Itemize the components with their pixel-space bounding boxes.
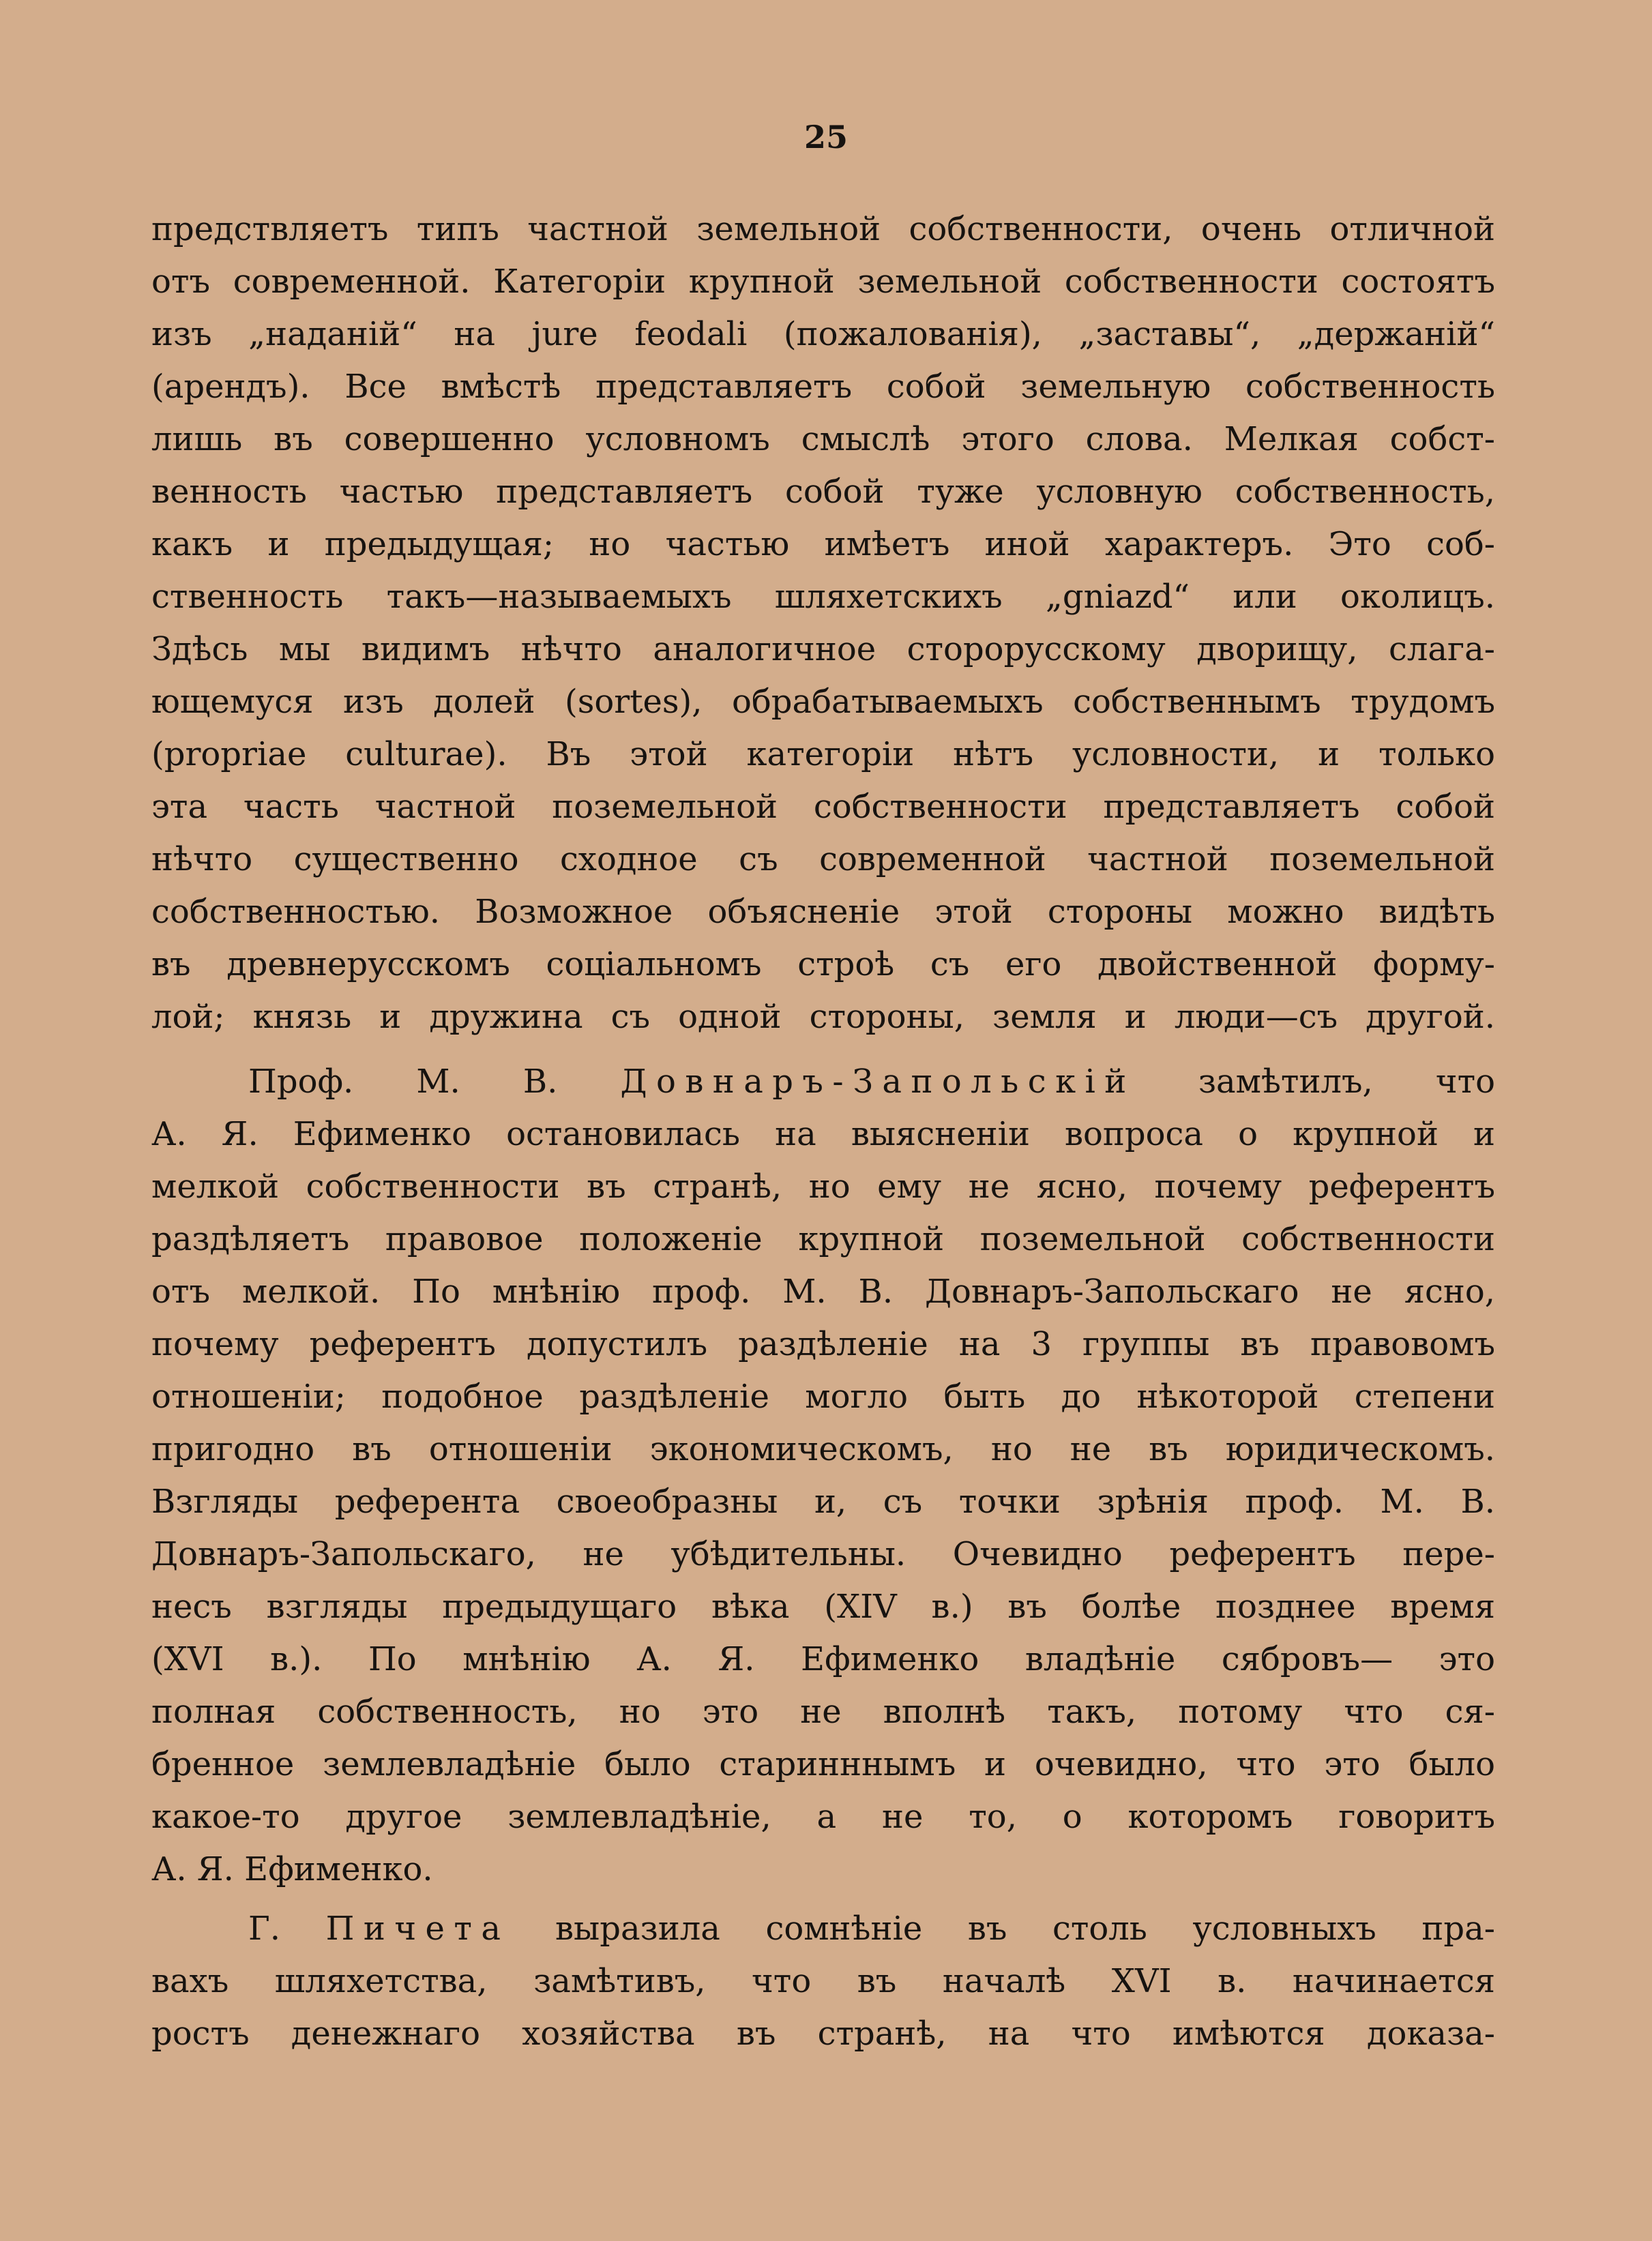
text-line: Довнаръ-Запольскаго, не убѣдительны. Очевидно референтъ пере- xyxy=(151,1535,1495,1573)
line-suffix: выразила сомнѣніе въ столь условныхъ пра- xyxy=(555,1910,1495,1948)
text-line: ростъ денежнаго хозяйства въ странѣ, на что имѣются доказа- xyxy=(151,2015,1495,2053)
text-line: А. Я. Ефименко. xyxy=(151,1850,433,1888)
text-line: полная собственность, но это не вполнѣ такъ, потому что ся- xyxy=(151,1693,1495,1731)
text-line: лой; князь и дружина съ одной стороны, земля и люди—съ другой. xyxy=(151,998,1495,1036)
spaced-surname: Довнаръ-Запольскій xyxy=(620,1063,1136,1101)
paragraph-1 xyxy=(151,203,1495,1043)
spaced-surname: Пичета xyxy=(325,1910,510,1948)
line-prefix: Г. xyxy=(248,1910,281,1948)
line-prefix: Проф. М. В. xyxy=(248,1063,558,1101)
text-line: почему референтъ допустилъ раздѣленіе на 3 группы въ правовомъ xyxy=(151,1325,1495,1363)
text-line: раздѣляетъ правовое положеніе крупной поземельной собственности xyxy=(151,1220,1495,1258)
text-line: венность частью представляетъ собой туже условную собственность, xyxy=(151,473,1495,511)
text-line: отъ мелкой. По мнѣнію проф. М. В. Довнаръ-Запольскаго не ясно, xyxy=(151,1273,1495,1311)
paragraph-first-line xyxy=(151,1056,1495,1108)
text-line: А. Я. Ефименко остановилась на выясненіи вопроса о крупной и xyxy=(151,1115,1495,1153)
text-line: эта часть частной поземельной собственности представляетъ собой xyxy=(151,788,1495,826)
text-line: ющемуся изъ долей (sortes), обрабатываемыхъ собственнымъ трудомъ xyxy=(151,683,1495,721)
text-line: пригодно въ отношеніи экономическомъ, но не въ юридическомъ. xyxy=(151,1430,1495,1468)
text-line: какъ и предыдущая; но частью имѣетъ иной характеръ. Это соб- xyxy=(151,525,1495,563)
text-line: отъ современной. Категоріи крупной земельной собственности состоятъ xyxy=(151,263,1495,301)
text-line: мелкой собственности въ странѣ, но ему не ясно, почему референтъ xyxy=(151,1168,1495,1206)
text-line: какое-то другое землевладѣніе, а не то, о которомъ говоритъ xyxy=(151,1798,1495,1836)
page-number: 25 xyxy=(803,119,848,155)
text-line: бренное землевладѣніе было старинннымъ и очевидно, что это было xyxy=(151,1745,1495,1783)
text-line: (XVI в.). По мнѣнію А. Я. Ефименко владѣніе сябровъ— это xyxy=(151,1640,1495,1678)
text-line: нѣчто существенно сходное съ современной частной поземельной xyxy=(151,840,1495,878)
text-line: Здѣсь мы видимъ нѣчто аналогичное сторорусскому дворищу, слага- xyxy=(151,630,1495,668)
text-line: предствляетъ типъ частной земельной собственности, очень отличной xyxy=(151,210,1495,248)
text-line: лишь въ совершенно условномъ смыслѣ этого слова. Мелкая собст- xyxy=(151,420,1495,458)
text-line: Взгляды референта своеобразны и, съ точки зрѣнія проф. М. В. xyxy=(151,1483,1495,1521)
text-line: (propriae culturae). Въ этой категоріи нѣтъ условности, и только xyxy=(151,735,1495,773)
paragraph-first-line xyxy=(151,1903,1495,1955)
text-line: вахъ шляхетства, замѣтивъ, что въ началѣ XVI в. начинается xyxy=(151,1962,1495,2000)
text-line: ственность такъ—называемыхъ шляхетскихъ „gniazd“ или околицъ. xyxy=(151,578,1495,616)
line-suffix: замѣтилъ, что xyxy=(1198,1063,1496,1101)
text-line: (арендъ). Все вмѣстѣ представляетъ собой земельную собственность xyxy=(151,368,1495,406)
paragraph-2 xyxy=(151,1056,1495,1896)
text-line: изъ „наданій“ на jure feodali (пожалованія), „заставы“, „держаній“ xyxy=(151,315,1495,353)
paragraph-3 xyxy=(151,1903,1495,2060)
text-line: собственностью. Возможное объясненіе этой стороны можно видѣть xyxy=(151,893,1495,931)
text-line: несъ взгляды предыдущаго вѣка (XIV в.) въ болѣе позднее время xyxy=(151,1588,1495,1626)
text-line: отношеніи; подобное раздѣленіе могло быть до нѣкоторой степени xyxy=(151,1378,1495,1416)
text-line: въ древнерусскомъ соціальномъ строѣ съ его двойственной форму- xyxy=(151,945,1495,983)
